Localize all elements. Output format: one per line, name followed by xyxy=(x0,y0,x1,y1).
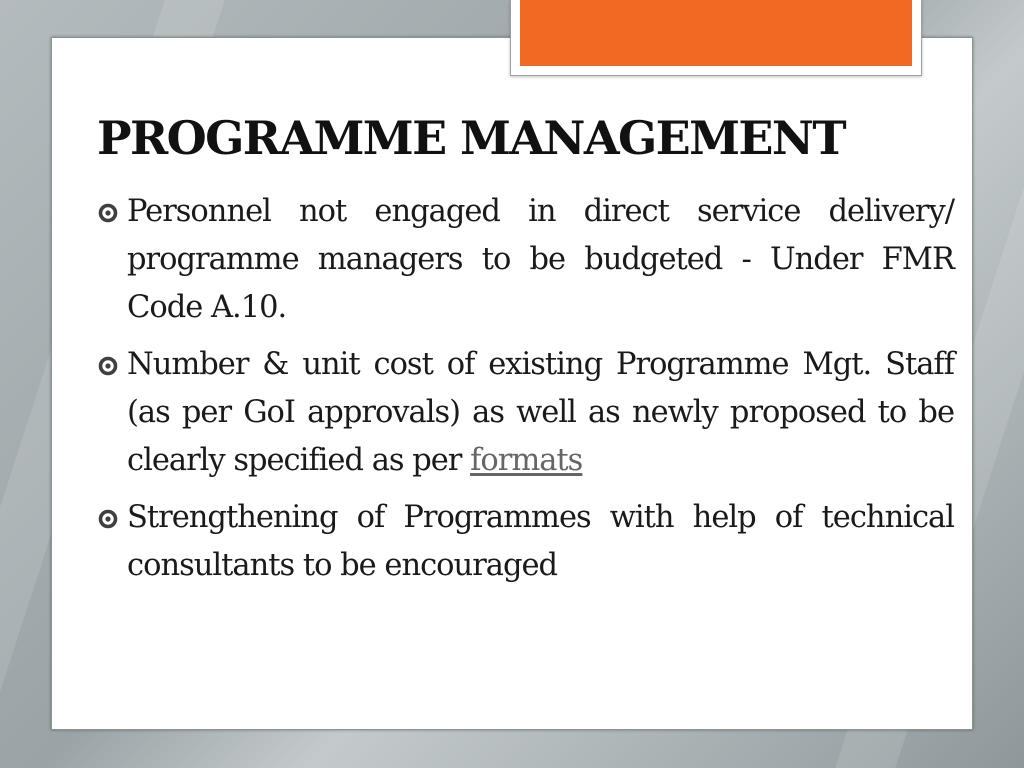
bullet-item xyxy=(96,341,954,485)
bullet-text: Personnel not engaged in direct service delivery/ programme managers to be budgeted - Under FMR Code A.10. xyxy=(127,194,954,325)
bullet-list xyxy=(96,188,954,599)
accent-bar xyxy=(520,0,912,66)
circle-dot-icon xyxy=(98,203,118,223)
accent-frame xyxy=(510,0,922,76)
formats-link[interactable]: formats xyxy=(470,443,583,478)
bullet-item xyxy=(96,188,954,332)
bullet-item xyxy=(96,494,954,590)
bullet-text: Strengthening of Programmes with help of technical consultants to be encouraged xyxy=(127,500,954,583)
circle-dot-icon xyxy=(98,509,118,529)
bullet-text: Number & unit cost of existing Programme Mgt. Staff (as per GoI approvals) as well as newly proposed to be clearly specified as per xyxy=(127,347,954,478)
slide-title: PROGRAMME MANAGEMENT xyxy=(97,111,845,165)
circle-dot-icon xyxy=(98,356,118,376)
